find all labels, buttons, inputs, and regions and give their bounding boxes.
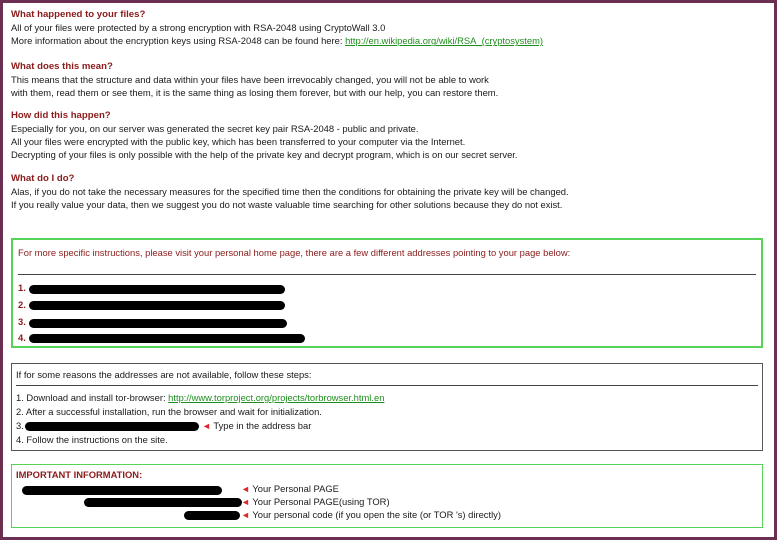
section-text: All your files were encrypted with the public key, which has been transferred to your computer via the Internet.	[11, 136, 466, 148]
section-text: Especially for you, on our server was generated the secret key pair RSA-2048 - public and private.	[11, 123, 419, 134]
redacted-block	[84, 498, 242, 507]
row-text: Your Personal PAGE(using TOR)	[252, 496, 390, 507]
address-number: 4.	[18, 332, 26, 343]
section-heading: What does this mean?	[11, 61, 113, 72]
personal-page-tor-row	[241, 496, 390, 508]
step-text: Type in the address bar	[213, 420, 312, 431]
ransom-note-page	[3, 3, 774, 537]
section-what-do-i-do	[11, 172, 766, 211]
row-text: Your Personal PAGE	[252, 483, 339, 494]
redacted-block	[22, 486, 222, 495]
row-text: Your personal code (if you open the site (or TOR 's) directly)	[252, 509, 501, 520]
section-text: More information about the encryption keys using RSA-2048 can be found here:	[11, 35, 343, 47]
redacted-block	[29, 319, 287, 328]
section-what-happened	[11, 8, 766, 47]
wikipedia-rsa-link[interactable]: http://en.wikipedia.org/wiki/RSA_(cryptosystem)	[345, 35, 544, 47]
redacted-block	[29, 334, 305, 343]
personal-code-row	[241, 509, 501, 521]
personal-page-row	[241, 483, 339, 495]
section-heading: What happened to your files?	[11, 9, 146, 20]
section-text: All of your files were protected by a strong encryption with RSA-2048 using CryptoWall 3.0	[11, 22, 386, 33]
redacted-block	[25, 422, 199, 431]
address-item-4[interactable]	[18, 332, 26, 344]
tor-download-link[interactable]: http://www.torproject.org/projects/torbrowser.html.en	[168, 392, 385, 403]
section-text-with-link	[11, 34, 766, 47]
step-4: 4. Follow the instructions on the site.	[16, 434, 168, 445]
section-text: This means that the structure and data within your files have been irrevocably changed, you will not be able to work	[11, 74, 489, 85]
address-item-3[interactable]	[18, 316, 26, 328]
section-text: Decrypting of your files is only possible with the help of the private key and decrypt program, which is on our secret server.	[11, 149, 518, 161]
step-number: 3.	[16, 420, 24, 431]
address-item-1[interactable]	[18, 282, 26, 294]
address-number: 1.	[18, 282, 26, 293]
step-1	[16, 392, 384, 404]
step-text: 1. Download and install tor-browser:	[16, 392, 166, 403]
left-arrow-icon: ◄	[241, 497, 250, 507]
section-heading: What do I do?	[11, 173, 75, 184]
important-title: IMPORTANT INFORMATION:	[16, 469, 143, 480]
step-3	[16, 420, 24, 432]
step-3-note	[202, 420, 311, 432]
left-arrow-icon: ◄	[241, 510, 250, 520]
redacted-block	[29, 301, 285, 310]
section-text: If you really value your data, then we suggest you do not waste valuable time searching for other solutions because they do not exist.	[11, 199, 563, 211]
step-2: 2. After a successful installation, run the browser and wait for initialization.	[16, 406, 322, 417]
divider	[16, 385, 758, 386]
address-number: 3.	[18, 316, 26, 327]
section-how-did-this-happen	[11, 109, 766, 162]
tor-steps-box	[11, 363, 763, 451]
divider	[18, 274, 756, 275]
section-text: Alas, if you do not take the necessary measures for the specified time then the conditions for obtaining the private key will be changed.	[11, 186, 569, 197]
personal-addresses-box	[11, 238, 763, 348]
redacted-block	[184, 511, 240, 520]
addresses-intro-text: For more specific instructions, please visit your personal home page, there are a few different addresses pointing to your page below:	[18, 247, 571, 258]
section-text: with them, read them or see them, it is the same thing as losing them forever, but with our help, you can restore them.	[11, 87, 499, 99]
left-arrow-icon: ◄	[202, 421, 211, 431]
important-info-box	[11, 464, 763, 528]
redacted-block	[29, 285, 285, 294]
steps-intro-text: If for some reasons the addresses are not available, follow these steps:	[16, 369, 312, 380]
left-arrow-icon: ◄	[241, 484, 250, 494]
section-what-does-this-mean	[11, 60, 766, 99]
address-item-2[interactable]	[18, 299, 26, 311]
address-number: 2.	[18, 299, 26, 310]
section-heading: How did this happen?	[11, 110, 111, 121]
